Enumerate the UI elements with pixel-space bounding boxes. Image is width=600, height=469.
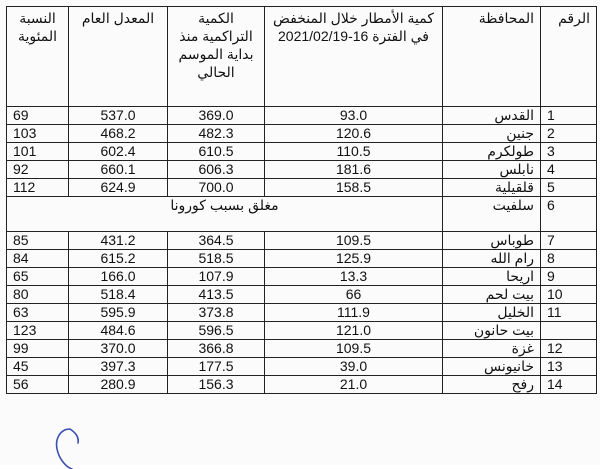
header-cumulative: الكمية التراكمية منذ بداية الموسم الحالي: [168, 7, 265, 107]
cell-annual-average: 537.0: [69, 107, 168, 125]
table-row: [7, 250, 597, 268]
cell-percentage: 65: [7, 268, 69, 286]
cell-number: [541, 322, 597, 340]
cell-rainfall: 158.5: [265, 179, 443, 197]
table-row: [7, 125, 597, 143]
cell-percentage: 123: [7, 322, 69, 340]
cell-number: 13: [541, 358, 597, 376]
header-number: الرقم: [541, 7, 597, 107]
table-row: [7, 107, 597, 125]
table-row: [7, 340, 597, 358]
cell-governorate: قلقيلية: [443, 179, 541, 197]
cell-number: 5: [541, 179, 597, 197]
cell-percentage: 63: [7, 304, 69, 322]
cell-cumulative: 364.5: [168, 232, 265, 250]
cell-number: 4: [541, 161, 597, 179]
table-row: [7, 179, 597, 197]
cell-percentage: 92: [7, 161, 69, 179]
cell-governorate: القدس: [443, 107, 541, 125]
cell-rainfall: 125.9: [265, 250, 443, 268]
cell-annual-average: 624.9: [69, 179, 168, 197]
cell-percentage: 84: [7, 250, 69, 268]
cell-annual-average: 660.1: [69, 161, 168, 179]
cell-number: 2: [541, 125, 597, 143]
cell-percentage: 80: [7, 286, 69, 304]
cell-governorate: بيت لحم: [443, 286, 541, 304]
table-row: [7, 286, 597, 304]
table-row-merged: [7, 197, 597, 232]
cell-annual-average: 370.0: [69, 340, 168, 358]
cell-percentage: 56: [7, 376, 69, 394]
cell-rainfall: 110.5: [265, 143, 443, 161]
cell-governorate: رفح: [443, 376, 541, 394]
table-body: [7, 107, 597, 394]
cell-number: 9: [541, 268, 597, 286]
cell-annual-average: 166.0: [69, 268, 168, 286]
cell-rainfall: 111.9: [265, 304, 443, 322]
cell-rainfall: 121.0: [265, 322, 443, 340]
table-row: [7, 358, 597, 376]
pen-mark-icon: [52, 425, 90, 469]
cell-annual-average: 602.4: [69, 143, 168, 161]
table-row: [7, 376, 597, 394]
table-row: [7, 143, 597, 161]
table-row: [7, 232, 597, 250]
cell-cumulative: 700.0: [168, 179, 265, 197]
cell-number: 7: [541, 232, 597, 250]
cell-cumulative: 369.0: [168, 107, 265, 125]
cell-rainfall: 181.6: [265, 161, 443, 179]
cell-governorate: الخليل: [443, 304, 541, 322]
cell-governorate: جنين: [443, 125, 541, 143]
cell-governorate: سلفيت: [443, 197, 541, 232]
cell-cumulative: 373.8: [168, 304, 265, 322]
closed-note: مغلق بسبب كورونا: [7, 197, 443, 232]
header-percentage: النسبة المئوية: [7, 7, 69, 107]
cell-number: 12: [541, 340, 597, 358]
table-row: [7, 322, 597, 340]
header-governorate: المحافظة: [443, 7, 541, 107]
cell-rainfall: 21.0: [265, 376, 443, 394]
cell-governorate: طولكرم: [443, 143, 541, 161]
cell-rainfall: 13.3: [265, 268, 443, 286]
header-rainfall-period: كمية الأمطار خلال المنخفض في الفترة 16-2021/02/19: [265, 7, 443, 107]
cell-annual-average: 595.9: [69, 304, 168, 322]
table-row: [7, 161, 597, 179]
cell-rainfall: 120.6: [265, 125, 443, 143]
table-row: [7, 268, 597, 286]
cell-cumulative: 610.5: [168, 143, 265, 161]
cell-number: 8: [541, 250, 597, 268]
cell-cumulative: 107.9: [168, 268, 265, 286]
cell-annual-average: 615.2: [69, 250, 168, 268]
cell-percentage: 112: [7, 179, 69, 197]
cell-percentage: 101: [7, 143, 69, 161]
cell-annual-average: 397.3: [69, 358, 168, 376]
cell-rainfall: 109.5: [265, 340, 443, 358]
cell-number: 14: [541, 376, 597, 394]
cell-annual-average: 431.2: [69, 232, 168, 250]
cell-governorate: خانيونس: [443, 358, 541, 376]
cell-governorate: نابلس: [443, 161, 541, 179]
cell-governorate: بيت حانون: [443, 322, 541, 340]
cell-rainfall: 93.0: [265, 107, 443, 125]
header-annual-average: المعدل العام: [69, 7, 168, 107]
cell-cumulative: 596.5: [168, 322, 265, 340]
rainfall-table: [6, 6, 597, 394]
cell-cumulative: 177.5: [168, 358, 265, 376]
cell-governorate: غزة: [443, 340, 541, 358]
cell-annual-average: 484.6: [69, 322, 168, 340]
cell-number: 10: [541, 286, 597, 304]
cell-number: 3: [541, 143, 597, 161]
cell-percentage: 45: [7, 358, 69, 376]
cell-percentage: 85: [7, 232, 69, 250]
cell-cumulative: 518.5: [168, 250, 265, 268]
cell-percentage: 99: [7, 340, 69, 358]
cell-governorate: اريحا: [443, 268, 541, 286]
cell-annual-average: 518.4: [69, 286, 168, 304]
table-header-row: [7, 7, 597, 107]
cell-rainfall: 109.5: [265, 232, 443, 250]
cell-cumulative: 156.3: [168, 376, 265, 394]
cell-number: 11: [541, 304, 597, 322]
cell-percentage: 103: [7, 125, 69, 143]
cell-cumulative: 413.5: [168, 286, 265, 304]
cell-cumulative: 366.8: [168, 340, 265, 358]
cell-cumulative: 606.3: [168, 161, 265, 179]
cell-percentage: 69: [7, 107, 69, 125]
cell-governorate: طوباس: [443, 232, 541, 250]
cell-annual-average: 280.9: [69, 376, 168, 394]
cell-rainfall: 39.0: [265, 358, 443, 376]
cell-governorate: رام الله: [443, 250, 541, 268]
cell-rainfall: 66: [265, 286, 443, 304]
cell-number: 6: [541, 197, 597, 232]
cell-number: 1: [541, 107, 597, 125]
table-row: [7, 304, 597, 322]
cell-cumulative: 482.3: [168, 125, 265, 143]
cell-annual-average: 468.2: [69, 125, 168, 143]
